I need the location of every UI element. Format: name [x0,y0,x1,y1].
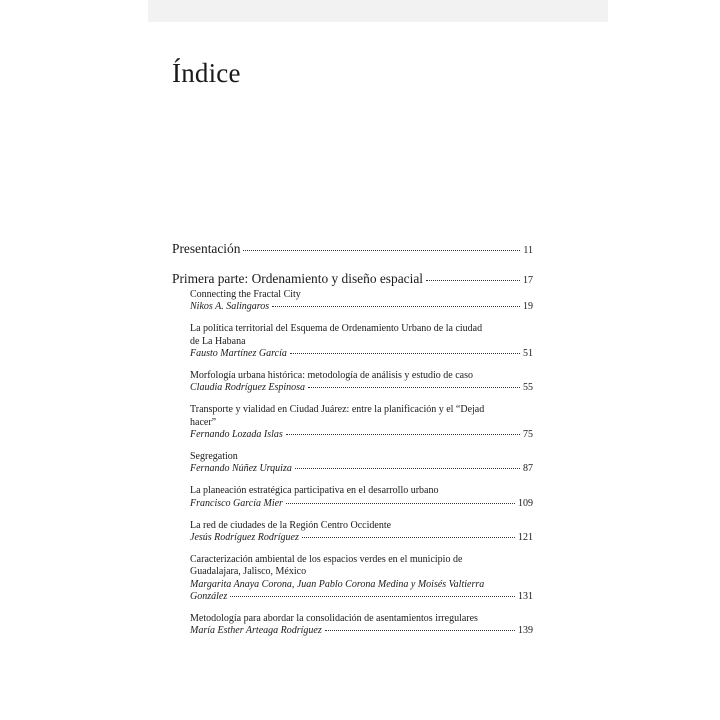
toc-entry-title: Connecting the Fractal City [190,289,301,300]
toc-entry-author-line [190,532,533,544]
toc-entry-author-line [190,429,533,441]
table-of-contents [172,241,533,647]
toc-entry-author-line [190,625,533,637]
toc-entry-title: La planeación estratégica participativa en el desarrollo urbano [190,485,439,497]
top-image-strip [148,0,608,22]
toc-page-number: 55 [523,382,533,394]
toc-entry-author: Fausto Martínez García [190,347,287,359]
toc-page-number: 75 [523,428,533,440]
toc-page-number: 11 [523,245,533,256]
toc-page-number: 19 [523,301,533,313]
toc-entry-title: Guadalajara, Jalisco, México [190,566,307,578]
toc-entry[interactable] [190,404,533,441]
dot-leader [286,503,515,504]
toc-entry[interactable] [190,289,533,313]
toc-section-primera-parte[interactable] [172,271,533,289]
toc-entry[interactable] [190,520,533,544]
toc-entry-title: Morfología urbana histórica: metodología de análisis y estudio de caso [190,370,473,382]
toc-entry-title: Segregation [190,451,238,463]
toc-section-presentacion[interactable] [172,241,533,259]
toc-entry-author-line [190,591,533,603]
toc-entry-author-line [190,301,533,313]
toc-entry-author-line [190,382,533,394]
toc-entry-author: María Esther Arteaga Rodríguez [190,625,322,637]
toc-chapter-list [172,289,533,637]
dot-leader [302,537,515,538]
toc-entry-author: Francisco García Mier [190,497,283,509]
dot-leader [243,250,520,251]
toc-entry[interactable] [190,323,533,360]
toc-entry-author: González [190,590,228,602]
toc-page-number: 109 [518,497,533,509]
toc-entry-title: La red de ciudades de la Región Centro Occidente [190,519,392,531]
toc-entry[interactable] [190,613,533,637]
toc-entry-author-line [190,463,533,475]
toc-page-number: 17 [523,275,533,286]
toc-entry-title: Transporte y vialidad en Ciudad Juárez: entre la planificación y el “Dejad [190,404,485,416]
dot-leader [295,468,520,469]
toc-entry-title: Caracterización ambiental de los espacios verdes en el municipio de [190,554,463,566]
dot-leader [230,596,515,597]
dot-leader [272,306,520,307]
toc-entry-title: de La Habana [190,335,246,347]
toc-entry-author-line [190,498,533,510]
toc-entry-title: Metodología para abordar la consolidación de asentamientos irregulares [190,613,478,625]
toc-entry-author: Nikos A. Salingaros [190,301,270,313]
toc-section-label: Primera parte: Ordenamiento y diseño espacial [172,271,423,286]
dot-leader [290,353,520,354]
toc-entry-author: Fernando Lozada Islas [190,428,283,440]
toc-page-number: 87 [523,463,533,475]
toc-entry-author: Claudia Rodríguez Espinosa [190,382,306,394]
toc-page-number: 121 [518,532,533,544]
dot-leader [325,630,515,631]
toc-page-number: 131 [518,590,533,602]
dot-leader [426,280,520,281]
toc-entry[interactable] [190,451,533,475]
toc-entry-author: Jesús Rodríguez Rodríguez [190,532,299,544]
toc-entry-title: La política territorial del Esquema de Ordenamiento Urbano de la ciudad [190,323,483,335]
toc-entry-author-line [190,348,533,360]
toc-entry-title: hacer” [190,416,217,428]
page-title: Índice [172,58,241,88]
toc-section-label: Presentación [172,241,241,256]
dot-leader [286,434,520,435]
toc-page-number: 139 [518,625,533,637]
toc-entry-author: Margarita Anaya Corona, Juan Pablo Corona Medina y Moisés Valtierra [190,578,485,590]
toc-entry[interactable] [190,370,533,394]
toc-entry-author: Fernando Núñez Urquiza [190,463,292,475]
toc-entry[interactable] [190,554,533,603]
toc-entry[interactable] [190,485,533,509]
toc-page-number: 51 [523,347,533,359]
dot-leader [308,387,520,388]
